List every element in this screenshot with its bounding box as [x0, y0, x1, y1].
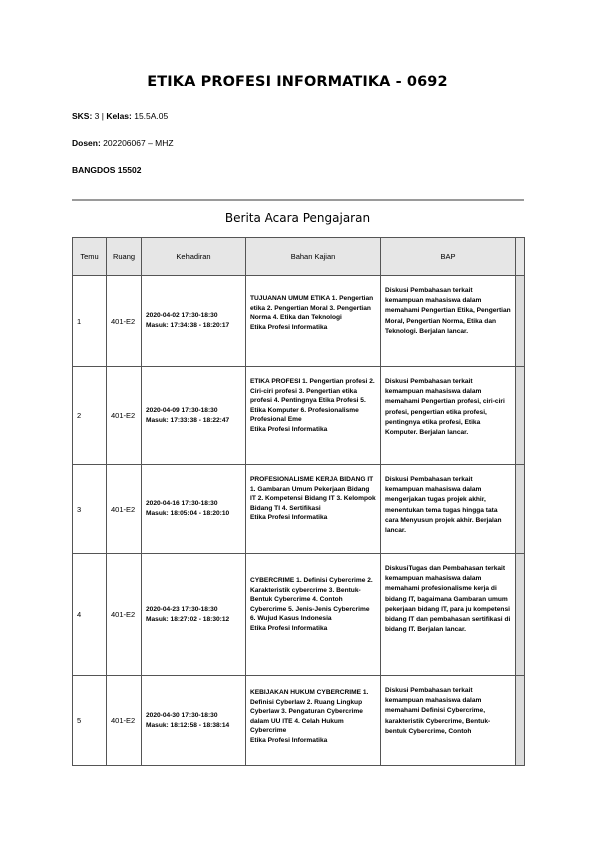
- sks-kelas-line: [72, 111, 168, 121]
- bahan-text: TUJUANAN UMUM ETIKA 1. Pengertian etika 2. Pengertian Moral 3. Pengertian Norma 4. Etika dan Teknologi: [250, 295, 374, 322]
- table-row: [73, 367, 525, 465]
- header-bahan-kajian: Bahan Kajian: [246, 238, 381, 276]
- bangdos-line: BANGDOS 15502: [72, 165, 142, 175]
- bahan-text: PROFESIONALISME KERJA BIDANG IT 1. Gambaran Umum Pekerjaan Bidang IT 2. Kompetensi Bidang IT 3. Kelompok Bidang TI 4. Sertifikasi: [250, 476, 376, 512]
- cell-kehadiran: 2020-04-16 17:30-18:30 Masuk: 18:05:04 - 18:20:10: [142, 465, 246, 554]
- cell-bap: Diskusi Pembahasan terkait kemampuan mahasiswa dalam memahami Pengertian profesi, ciri-ciri profesi, pengertian etika profesi, pentingnya etika profesi, Etika Komputer. Berjalan lancar.: [381, 367, 516, 465]
- bap-table: [72, 237, 525, 766]
- scrollbar-track[interactable]: [516, 554, 525, 676]
- cell-ruang: 401-E2: [107, 465, 142, 554]
- sks-label: SKS:: [72, 111, 93, 121]
- cell-ruang: 401-E2: [107, 276, 142, 367]
- dosen-line: [72, 138, 174, 148]
- table-row: [73, 554, 525, 676]
- bahan-course: Etika Profesi Informatika: [250, 323, 328, 331]
- bahan-text: CYBERCRIME 1. Definisi Cybercrime 2. Karakteristik cybercrime 3. Bentuk-Bentuk Cybercrime 4. Contoh Cybercrime 5. Jenis-Jenis Cybercrime 6. Wujud Kasus Indonesia: [250, 577, 373, 623]
- scrollbar-track[interactable]: [516, 367, 525, 465]
- bahan-course: Etika Profesi Informatika: [250, 736, 328, 744]
- scrollbar-track[interactable]: [516, 276, 525, 367]
- section-title: Berita Acara Pengajaran: [224, 211, 371, 225]
- bahan-course: Etika Profesi Informatika: [250, 425, 328, 433]
- cell-bap: Diskusi Pembahasan terkait kemampuan mahasiswa dalam memahami Definisi Cybercrime, karakteristik Cybercrime, Bentuk-bentuk Cybercrime, Contoh: [381, 676, 516, 766]
- cell-bap: DiskusiTugas dan Pembahasan terkait kemampuan mahasiswa dalam memahami profesionalisme kerja di bidang IT, bagaimana Gambaran umum pekerjaan bidang IT, para ju kompetensi bidang IT dan pembahasan sertifikasi di bidang IT. Berjalan lancar.: [381, 554, 516, 676]
- bahan-course: Etika Profesi Informatika: [250, 624, 328, 632]
- table-row: [73, 276, 525, 367]
- header-ruang: Ruang: [107, 238, 142, 276]
- cell-ruang: 401-E2: [107, 554, 142, 676]
- cell-bap: Diskusi Pembahasan terkait kemampuan mahasiswa dalam memahami Pengertian Etika, Pengertian Moral, Pengertian Norma, Etika dan Teknologi. Berjalan lancar.: [381, 276, 516, 367]
- horizontal-divider: [72, 199, 524, 201]
- cell-ruang: 401-E2: [107, 367, 142, 465]
- header-temu: Temu: [73, 238, 107, 276]
- table-header-row: [73, 238, 525, 276]
- kelas-value: 15.5A.05: [131, 111, 169, 121]
- cell-kehadiran: 2020-04-30 17:30-18:30 Masuk: 18:12:58 - 18:38:14: [142, 676, 246, 766]
- cell-bap: Diskusi Pembahasan terkait kemampuan mahasiswa dalam mengerjakan tugas projek akhir, menentukan tema tugas hingga tata cara Menyusun projek akhir. Berjalan lancar.: [381, 465, 516, 554]
- cell-kehadiran: 2020-04-23 17:30-18:30 Masuk: 18:27:02 - 18:30:12: [142, 554, 246, 676]
- header-bap: BAP: [381, 238, 516, 276]
- cell-kehadiran: 2020-04-09 17:30-18:30 Masuk: 17:33:38 - 18:22:47: [142, 367, 246, 465]
- cell-bahan-kajian: [246, 367, 381, 465]
- cell-bahan-kajian: [246, 465, 381, 554]
- cell-temu: 2: [73, 367, 107, 465]
- kelas-label: Kelas:: [106, 111, 132, 121]
- scrollbar-track[interactable]: [516, 676, 525, 766]
- bahan-course: Etika Profesi Informatika: [250, 514, 328, 522]
- header-kehadiran: Kehadiran: [142, 238, 246, 276]
- cell-temu: 1: [73, 276, 107, 367]
- cell-bahan-kajian: [246, 554, 381, 676]
- bahan-text: KEBIJAKAN HUKUM CYBERCRIME 1. Definisi Cyberlaw 2. Ruang Lingkup Cyberlaw 3. Pengaturan Cybercrime dalam UU ITE 4. Celah Hukum Cybercrime: [250, 689, 369, 735]
- cell-ruang: 401-E2: [107, 676, 142, 766]
- cell-temu: 5: [73, 676, 107, 766]
- cell-temu: 3: [73, 465, 107, 554]
- dosen-value: 202206067 – MHZ: [100, 138, 174, 148]
- table-row: [73, 465, 525, 554]
- cell-bahan-kajian: [246, 276, 381, 367]
- dosen-label: Dosen:: [72, 138, 101, 148]
- cell-kehadiran: 2020-04-02 17:30-18:30 Masuk: 17:34:38 - 18:20:17: [142, 276, 246, 367]
- scrollbar-track[interactable]: [516, 465, 525, 554]
- document-title: ETIKA PROFESI INFORMATIKA - 0692: [147, 74, 448, 90]
- scrollbar-track[interactable]: [516, 238, 525, 276]
- cell-bahan-kajian: [246, 676, 381, 766]
- cell-temu: 4: [73, 554, 107, 676]
- sks-value: 3 |: [92, 111, 107, 121]
- table-row: [73, 676, 525, 766]
- bahan-text: ETIKA PROFESI 1. Pengertian profesi 2. Ciri-ciri profesi 3. Pengertian etika profesi 4. Pentingnya Etika Profesi 5. Etika Komputer 6. Profesionalisme Profesional Eme: [250, 378, 375, 424]
